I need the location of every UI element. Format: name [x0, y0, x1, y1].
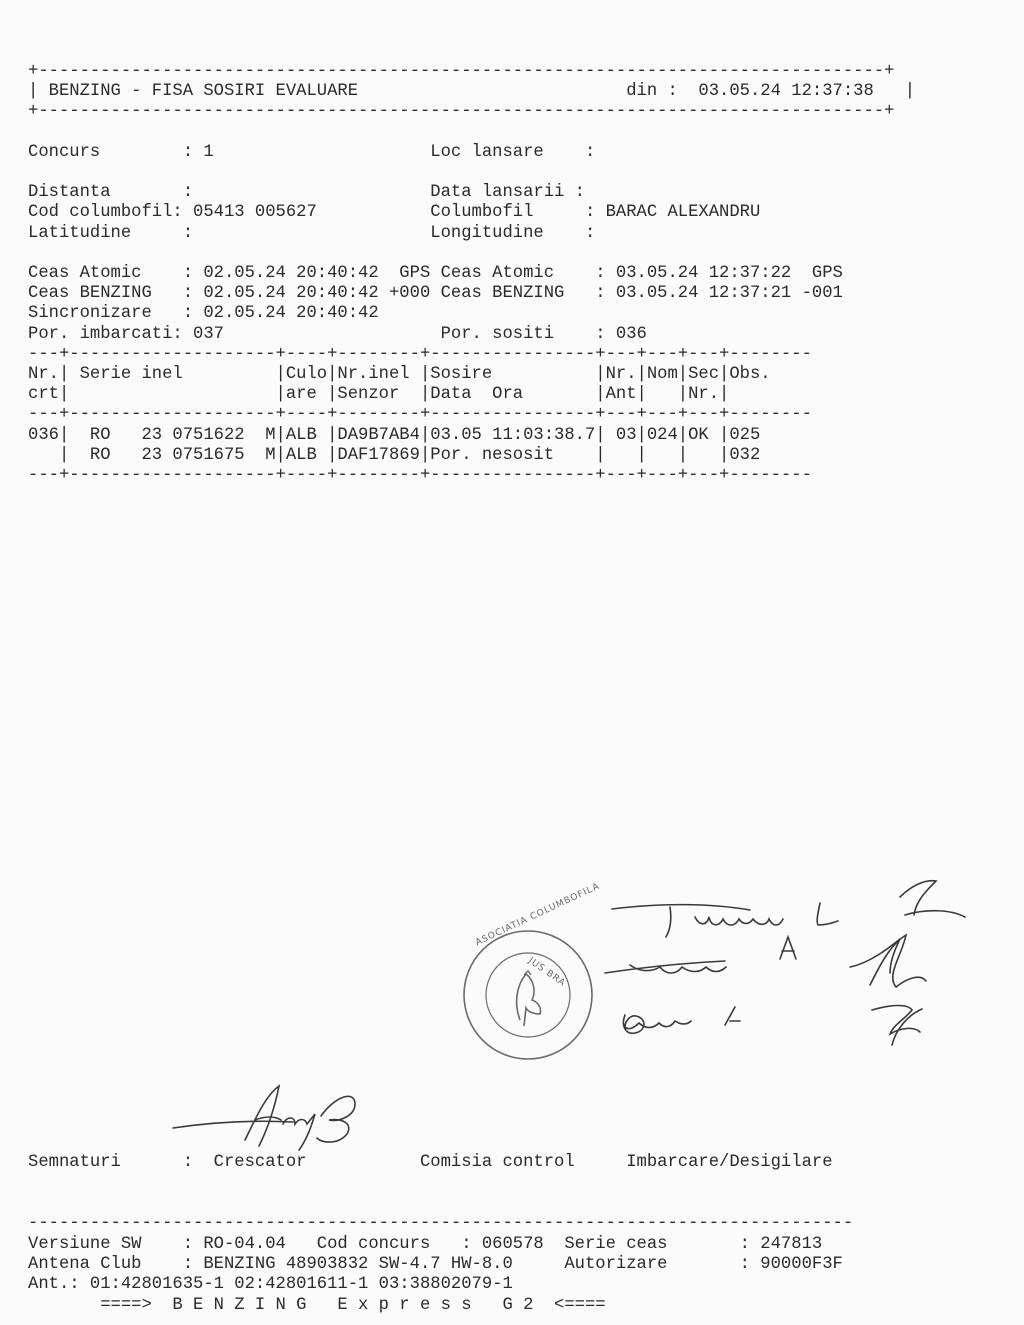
table-row: 036| RO 23 0751622 M|ALB |DA9B7AB4|03.05 11:03:38.7| 03|024|OK |025 [28, 426, 761, 445]
stamp-text-bottom: JUS BRA [526, 956, 568, 989]
cod-columbofil-line: Cod columbofil: 05413 005627 Columbofil : BARAC ALEXANDRU [28, 203, 761, 222]
crescator-signature [165, 1080, 365, 1160]
commission-signatures [600, 875, 980, 1065]
distanta-line: Distanta : Data lansarii : [28, 183, 585, 202]
versiune-line: Versiune SW : RO-04.04 Cod concurs : 060578 Serie ceas : 247813 [28, 1235, 823, 1254]
semnaturi-line: Semnaturi : Crescator Comisia control Imbarcare/Desigilare [28, 1153, 833, 1172]
table-header-row-2: crt| |are |Senzor |Data Ora |Ant| |Nr.| [28, 385, 730, 404]
footer-border: -------------------------------------------------------------------------------- [28, 1214, 854, 1233]
porumbei-line: Por. imbarcati: 037 Por. sositi : 036 [28, 325, 647, 344]
table-top-border: ---+--------------------+----+--------+----------------+---+---+---+-------- [28, 345, 812, 364]
ceas-benzing-line: Ceas BENZING : 02.05.24 20:40:42 +000 Ceas BENZING : 03.05.24 12:37:21 -001 [28, 284, 843, 303]
header-bottom-border: +----------------------------------------------------------------------------------+ [28, 102, 895, 121]
table-header-border: ---+--------------------+----+--------+----------------+---+---+---+-------- [28, 405, 812, 424]
stamp-text-top: ASOCIATIA COLUMBOFILA [474, 881, 602, 949]
benzing-express-line: ====> B E N Z I N G E x p r e s s G 2 <==== [28, 1296, 606, 1315]
table-header-row-1: Nr.| Serie inel |Culo|Nr.inel |Sosire |Nr.|Nom|Sec|Obs. [28, 365, 771, 384]
latitudine-line: Latitudine : Longitudine : [28, 224, 596, 243]
sincronizare-line: Sincronizare : 02.05.24 20:40:42 [28, 304, 379, 323]
concurs-line: Concurs : 1 Loc lansare : [28, 143, 596, 162]
table-bottom-border: ---+--------------------+----+--------+----------------+---+---+---+-------- [28, 466, 812, 485]
header-top-border: +----------------------------------------------------------------------------------+ [28, 62, 895, 81]
ceas-atomic-line: Ceas Atomic : 02.05.24 20:40:42 GPS Ceas Atomic : 03.05.24 12:37:22 GPS [28, 264, 843, 283]
antenna-list-line: Ant.: 01:42801635-1 02:42801611-1 03:38802079-1 [28, 1275, 513, 1294]
antena-line: Antena Club : BENZING 48903832 SW-4.7 HW-8.0 Autorizare : 90000F3F [28, 1255, 843, 1274]
table-row: | RO 23 0751675 M|ALB |DAF17869|Por. nesosit | | | |032 [28, 446, 761, 465]
header-title-line: | BENZING - FISA SOSIRI EVALUARE din : 03.05.24 12:37:38 | [28, 82, 916, 101]
